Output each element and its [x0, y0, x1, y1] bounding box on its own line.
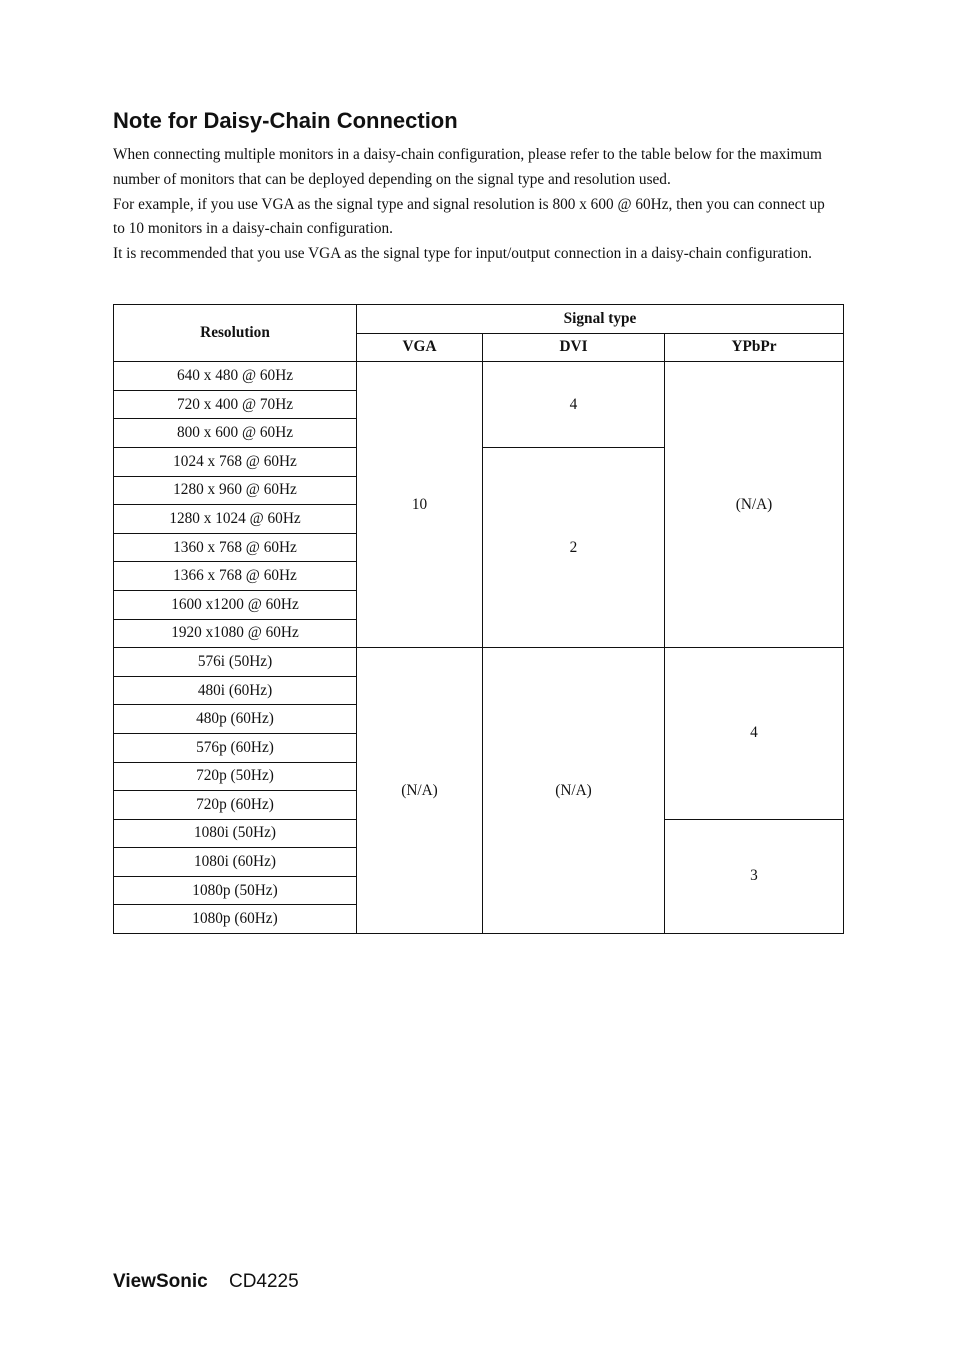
resolution-cell: 1024 x 768 @ 60Hz — [114, 447, 357, 476]
pc-ypbpr-cell: (N/A) — [665, 362, 844, 648]
resolution-cell: 480p (60Hz) — [114, 705, 357, 734]
model-number: CD4225 — [228, 1271, 299, 1292]
resolution-cell: 640 x 480 @ 60Hz — [114, 362, 357, 391]
recommendation-paragraph: It is recommended that you use VGA as the signal type for input/output connection in a daisy-chain configuration. — [113, 245, 812, 263]
signal-type-header: Signal type — [357, 305, 844, 334]
video-vga-cell: (N/A) — [357, 648, 483, 934]
resolution-cell: 800 x 600 @ 60Hz — [114, 419, 357, 448]
pc-dvi-high-cell: 2 — [483, 447, 665, 647]
example-paragraph: For example, if you use VGA as the signal type and signal resolution is 800 x 600 @ 60Hz, then you can connect up to 10 monitors in a daisy-chain configuration. — [113, 195, 825, 238]
resolution-cell: 576p (60Hz) — [114, 733, 357, 762]
resolution-cell: 480i (60Hz) — [114, 676, 357, 705]
dvi-header: DVI — [483, 333, 665, 362]
resolution-cell: 576i (50Hz) — [114, 648, 357, 677]
video-ypbpr-high-cell: 3 — [665, 819, 844, 933]
resolution-cell: 1366 x 768 @ 60Hz — [114, 562, 357, 591]
table-row — [114, 362, 844, 391]
resolution-cell: 720p (50Hz) — [114, 762, 357, 791]
daisy-chain-table — [113, 304, 844, 934]
intro-text — [113, 143, 833, 267]
resolution-cell: 1080i (60Hz) — [114, 848, 357, 877]
resolution-cell: 1920 x1080 @ 60Hz — [114, 619, 357, 648]
resolution-cell: 720p (60Hz) — [114, 791, 357, 820]
header-row — [114, 305, 844, 334]
resolution-cell: 1280 x 1024 @ 60Hz — [114, 505, 357, 534]
page-title: Note for Daisy-Chain Connection — [113, 108, 458, 133]
pc-dvi-low-cell: 4 — [483, 362, 665, 448]
brand-name: ViewSonic — [113, 1271, 208, 1292]
video-ypbpr-low-cell: 4 — [665, 648, 844, 820]
vga-header: VGA — [357, 333, 483, 362]
video-dvi-cell: (N/A) — [483, 648, 665, 934]
page-footer — [113, 1270, 299, 1294]
resolution-cell: 720 x 400 @ 70Hz — [114, 390, 357, 419]
resolution-cell: 1280 x 960 @ 60Hz — [114, 476, 357, 505]
resolution-header: Resolution — [114, 305, 357, 362]
intro-paragraph: When connecting multiple monitors in a daisy-chain configuration, please refer to the table below for the maximum number of monitors that can be deployed depending on the signal type and resolution used. — [113, 146, 822, 188]
resolution-cell: 1080i (50Hz) — [114, 819, 357, 848]
ypbpr-header: YPbPr — [665, 333, 844, 362]
resolution-cell: 1600 x1200 @ 60Hz — [114, 590, 357, 619]
pc-vga-cell: 10 — [357, 362, 483, 648]
resolution-cell: 1080p (50Hz) — [114, 876, 357, 905]
table-row — [114, 648, 844, 677]
resolution-cell: 1360 x 768 @ 60Hz — [114, 533, 357, 562]
resolution-cell: 1080p (60Hz) — [114, 905, 357, 934]
